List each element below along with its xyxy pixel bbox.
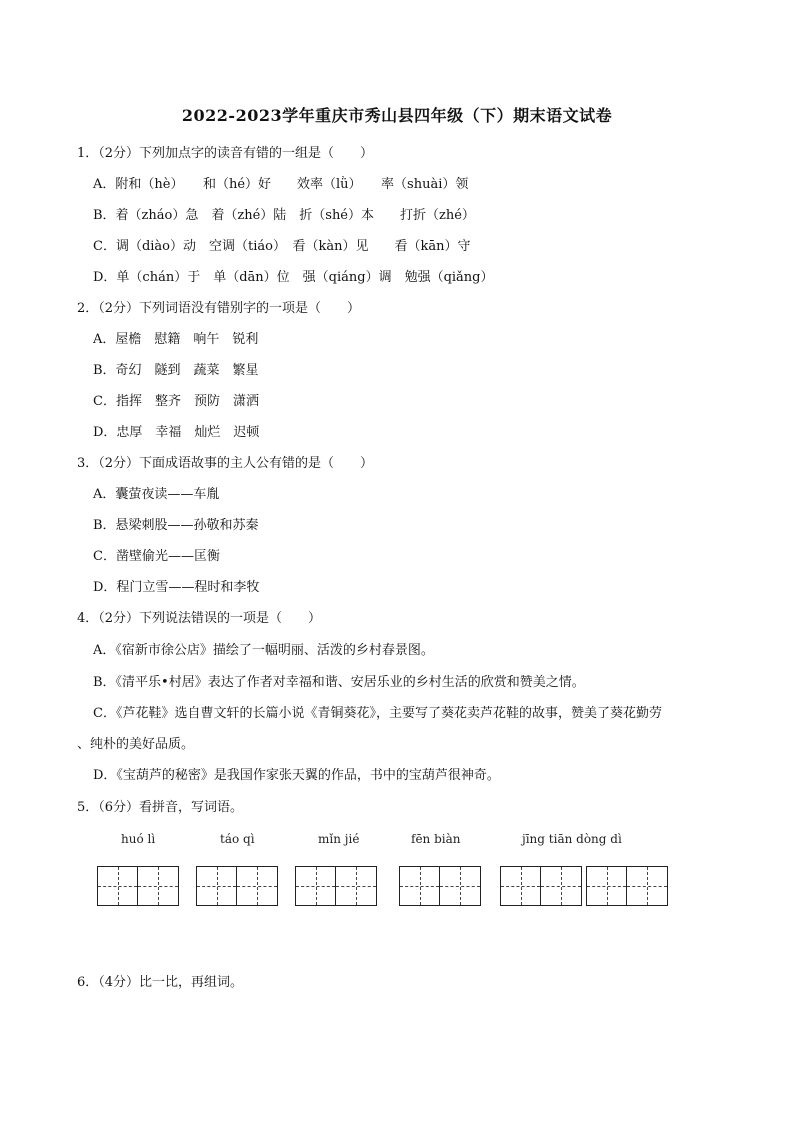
writing-cell[interactable]: [138, 867, 178, 905]
question-2-option-b: B．奇幻 隧到 蔬菜 繁星: [93, 363, 259, 378]
pinyin-label: mǐn jié: [318, 832, 360, 846]
question-5-stem: 5．（6分）看拼音，写词语。: [77, 800, 244, 815]
question-3-option-d: D．程门立雪——程时和李牧: [93, 580, 260, 595]
question-4-option-d: D．《宝葫芦的秘密》是我国作家张天翼的作品，书中的宝葫芦很神奇。: [93, 768, 500, 783]
question-3-option-b: B．悬梁刺股——孙敬和苏秦: [93, 518, 259, 533]
question-6-stem: 6．（4分）比一比，再组词。: [77, 975, 244, 990]
writing-cell[interactable]: [541, 867, 581, 905]
question-3-option-c: C．凿壁偷光——匡衡: [93, 549, 220, 564]
question-2-option-a: A．屋檐 慰籍 响午 锐利: [93, 332, 259, 347]
pinyin-label: táo qì: [220, 832, 255, 846]
question-2-option-d: D．忠厚 幸福 灿烂 迟顿: [93, 425, 260, 440]
writing-cell[interactable]: [296, 867, 336, 905]
question-1-option-b: B．着（zháo）急 着（zhé）陆 折（shé）本 打折（zhé）: [93, 208, 475, 223]
writing-cell[interactable]: [197, 867, 237, 905]
pinyin-label: huó lì: [121, 832, 156, 846]
pinyin-label: jīng tiān dòng dì: [522, 832, 622, 846]
writing-cell[interactable]: [336, 867, 376, 905]
question-4-option-c-continuation: 、纯朴的美好品质。: [77, 737, 195, 752]
question-2-stem: 2．（2分）下列词语没有错别字的一项是（ ）: [77, 301, 361, 316]
writing-grid[interactable]: [295, 866, 377, 906]
writing-grid[interactable]: [399, 866, 481, 906]
writing-grid[interactable]: [500, 866, 582, 906]
question-3-option-a: A．囊萤夜读——车胤: [93, 487, 220, 502]
question-4-option-c: C．《芦花鞋》选自曹文轩的长篇小说《青铜葵花》，主要写了葵花卖芦花鞋的故事，赞美了葵花勤劳: [93, 706, 662, 721]
question-4-option-a: A．《宿新市徐公店》描绘了一幅明丽、活泼的乡村春景图。: [93, 643, 434, 658]
writing-cell[interactable]: [98, 867, 138, 905]
question-1-stem: 1．（2分）下列加点字的读音有错的一组是（ ）: [77, 146, 374, 161]
question-4-option-b: B．《清平乐•村居》表达了作者对幸福和谐、安居乐业的乡村生活的欣赏和赞美之情。: [93, 675, 585, 690]
writing-cell[interactable]: [440, 867, 480, 905]
pinyin-label: fēn biàn: [411, 832, 461, 846]
writing-grid[interactable]: [196, 866, 278, 906]
writing-cell[interactable]: [400, 867, 440, 905]
question-1-option-a: A．附和（hè） 和（hé）好 效率（lǜ） 率（shuài）领: [93, 177, 469, 192]
writing-cell[interactable]: [501, 867, 541, 905]
question-1-option-c: C．调（diào）动 空调（tiáo） 看（kàn）见 看（kān）守: [93, 239, 471, 254]
writing-grid[interactable]: [97, 866, 179, 906]
writing-cell[interactable]: [237, 867, 277, 905]
writing-cell[interactable]: [627, 867, 667, 905]
page-title: 2022-2023学年重庆市秀山县四年级（下）期末语文试卷: [181, 106, 613, 125]
question-4-stem: 4．（2分）下列说法错误的一项是（ ）: [77, 611, 322, 626]
question-1-option-d: D．单（chán）于 单（dān）位 强（qiáng）调 勉强（qiǎng）: [93, 270, 494, 285]
writing-grid[interactable]: [586, 866, 668, 906]
writing-cell[interactable]: [587, 867, 627, 905]
question-2-option-c: C．指挥 整齐 预防 潇洒: [93, 394, 259, 409]
question-3-stem: 3．（2分）下面成语故事的主人公有错的是（ ）: [77, 456, 374, 471]
